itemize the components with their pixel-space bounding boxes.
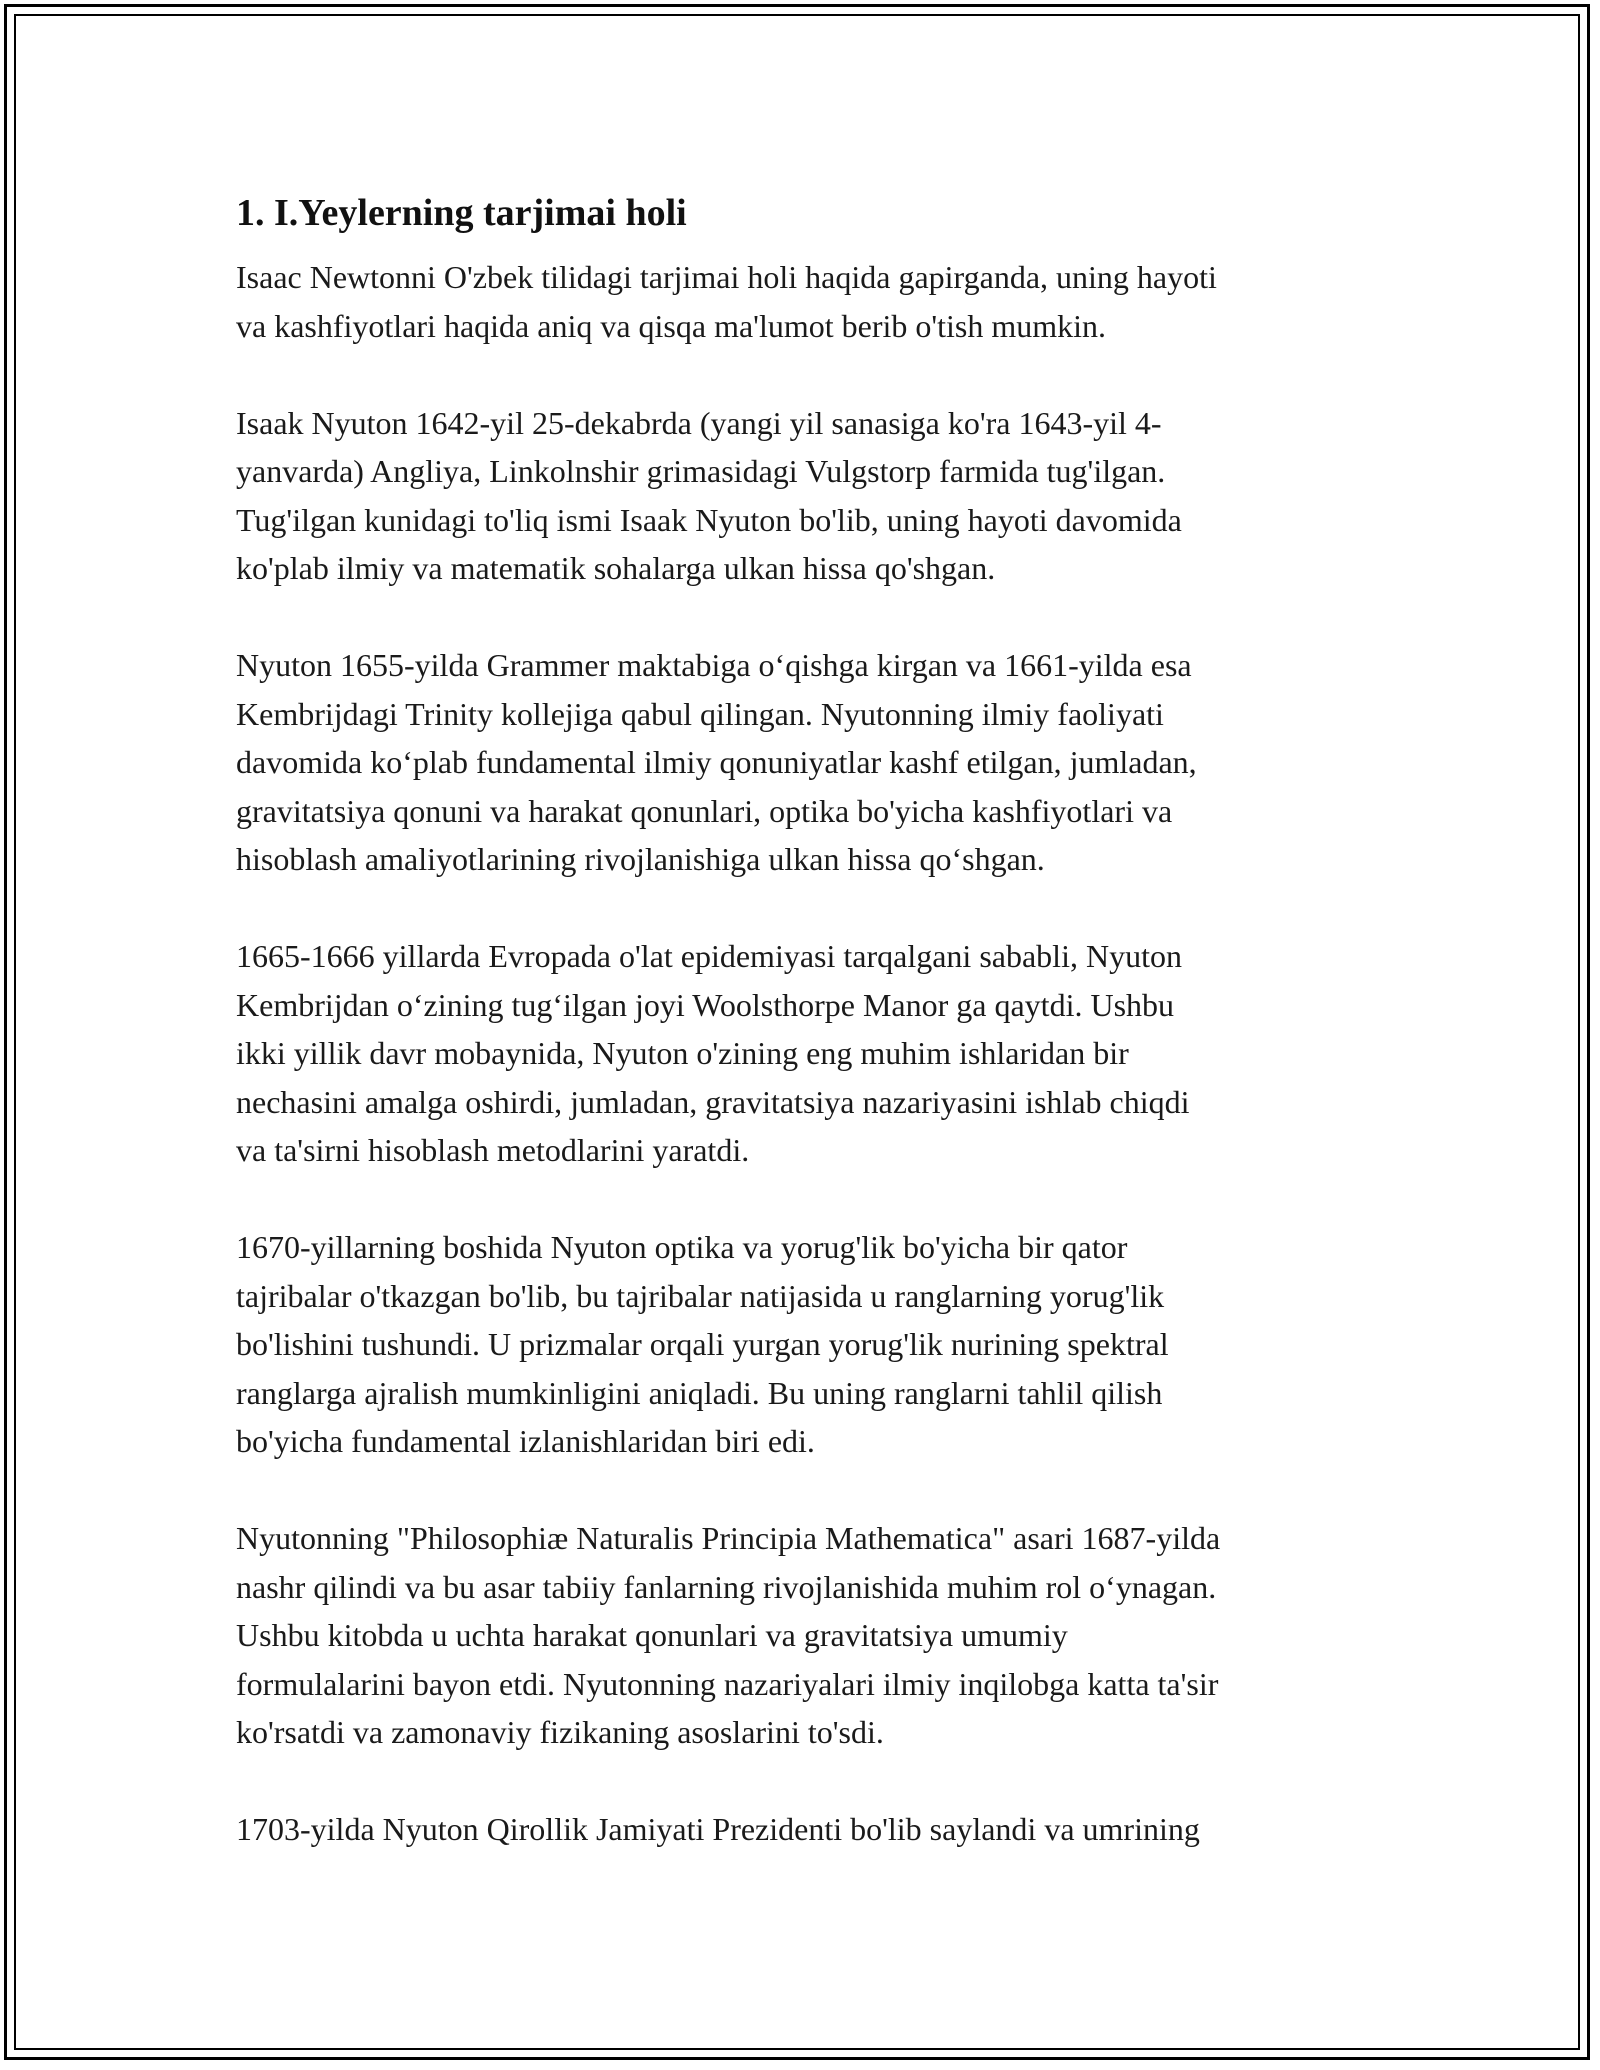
text-line: 1703-yilda Nyuton Qirollik Jamiyati Prezidenti bo'lib saylandi va umrining <box>236 1811 1200 1847</box>
text-line: ranglarga ajralish mumkinligini aniqladi. Bu uning ranglarni tahlil qilish <box>236 1374 1163 1411</box>
text-line: ko'plab ilmiy va matematik sohalarga ulkan hissa qo'shgan. <box>236 550 996 586</box>
text-line: nashr qilindi va bu asar tabiiy fanlarning rivojlanishida muhim rol o‘ynagan. <box>236 1568 1217 1605</box>
paragraph-5 <box>236 1223 1376 1466</box>
paragraph-3 <box>236 641 1376 884</box>
section-heading: 1. I.Yeylerning tarjimai holi <box>236 192 687 234</box>
text-line: Isaak Nyuton 1642-yil 25-dekabrda (yangi yil sanasiga ko'ra 1643-yil 4- <box>236 404 1162 441</box>
text-line: formulalarini bayon etdi. Nyutonning nazariyalari ilmiy inqilobga katta ta'sir <box>236 1665 1219 1702</box>
text-line: hisoblash amaliyotlarining rivojlanishiga ulkan hissa qo‘shgan. <box>236 841 1045 877</box>
text-line: Isaac Newtonni O'zbek tilidagi tarjimai holi haqida gapirganda, uning hayoti <box>236 259 1217 295</box>
text-line: va kashfiyotlari haqida aniq va qisqa ma'lumot berib o'tish mumkin. <box>236 307 1107 344</box>
text-line: yanvarda) Angliya, Linkolnshir grimasidagi Vulgstorp farmida tug'ilgan. <box>236 453 1166 489</box>
text-line: Tug'ilgan kunidagi to'liq ismi Isaak Nyuton bo'lib, uning hayoti davomida <box>236 501 1182 538</box>
text-line: ko'rsatdi va zamonaviy fizikaning asoslarini to'sdi. <box>236 1714 884 1750</box>
text-line: va ta'sirni hisoblash metodlarini yaratdi. <box>236 1132 750 1168</box>
text-line: Nyutonning "Philosophiæ Naturalis Principia Mathematica" asari 1687-yilda <box>236 1520 1221 1556</box>
text-line: Kembrijdan o‘zining tug‘ilgan joyi Woolsthorpe Manor ga qaytdi. Ushbu <box>236 986 1175 1023</box>
paragraph-4 <box>236 932 1376 1175</box>
text-line: tajribalar o'tkazgan bo'lib, bu tajribalar natijasida u ranglarning yorug'lik <box>236 1277 1165 1314</box>
text-line: ikki yillik davr mobaynida, Nyuton o'zining eng muhim ishlaridan bir <box>236 1035 1129 1071</box>
text-line: 1665-1666 yillarda Evropada o'lat epidemiyasi tarqalgani sababli, Nyuton <box>236 938 1182 974</box>
text-line: Nyuton 1655-yilda Grammer maktabiga o‘qishga kirgan va 1661-yilda esa <box>236 647 1192 683</box>
paragraph-2 <box>236 399 1376 593</box>
paragraph-7 <box>236 1805 1376 1854</box>
text-line: bo'yicha fundamental izlanishlaridan biri edi. <box>236 1423 815 1459</box>
text-line: 1670-yillarning boshida Nyuton optika va yorug'lik bo'yicha bir qator <box>236 1229 1128 1265</box>
paragraph-6 <box>236 1514 1376 1757</box>
text-line: davomida ko‘plab fundamental ilmiy qonuniyatlar kashf etilgan, jumladan, <box>236 744 1197 780</box>
text-line: bo'lishini tushundi. U prizmalar orqali yurgan yorug'lik nurining spektral <box>236 1326 1169 1362</box>
text-line: nechasini amalga oshirdi, jumladan, gravitatsiya nazariyasini ishlab chiqdi <box>236 1083 1190 1120</box>
text-line: Ushbu kitobda u uchta harakat qonunlari va gravitatsiya umumiy <box>236 1617 1068 1653</box>
document-body <box>236 185 1376 1902</box>
paragraph-1 <box>236 253 1376 350</box>
text-line: gravitatsiya qonuni va harakat qonunlari, optika bo'yicha kashfiyotlari va <box>236 792 1173 829</box>
text-line: Kembrijdagi Trinity kollejiga qabul qilingan. Nyutonning ilmiy faoliyati <box>236 695 1164 732</box>
